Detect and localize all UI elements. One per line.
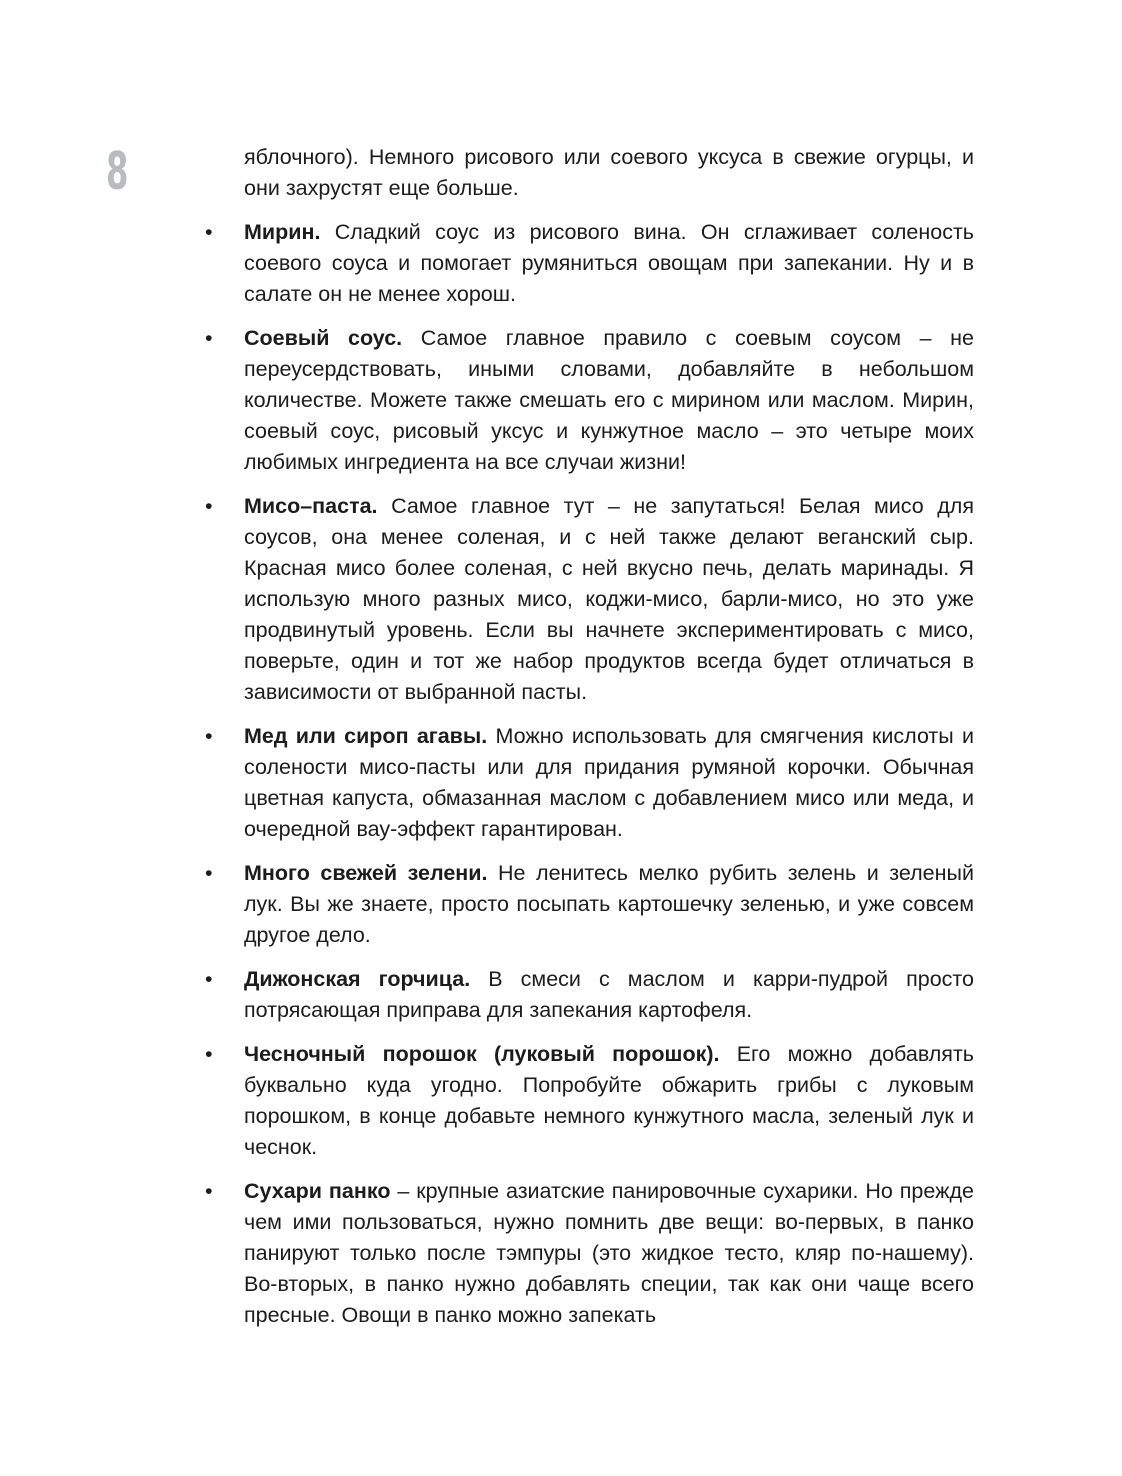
list-item-fresh-herbs xyxy=(205,858,974,951)
item-term: Сухари панко xyxy=(244,1179,391,1203)
bullet-icon: • xyxy=(205,724,213,748)
page-content xyxy=(205,142,975,1331)
list-item-panko xyxy=(205,1176,974,1331)
item-text: Сладкий соус из рисового вина. Он сглаживает соленость соевого соуса и помогает румяниться овощам при запекании. Ну и в салате он не менее хорош. xyxy=(244,220,974,306)
list-item-miso-paste xyxy=(205,491,974,708)
item-term: Мирин. xyxy=(244,220,321,244)
item-text: В смеси с маслом и карри-пудрой просто потрясающая приправа для запекания картофеля. xyxy=(244,967,974,1022)
item-term: Дижонская горчица. xyxy=(244,967,471,991)
page-number: 8 xyxy=(106,142,129,202)
bullet-icon: • xyxy=(205,1042,213,1066)
item-text: – крупные азиатские панировочные сухарики. Но прежде чем ими пользоваться, нужно помнить две вещи: во-первых, в панко панируют только после тэмпуры (это жидкое тесто, кляр по-нашему). Во-вторых, в панко нужно добавлять специи, так как они чаще всего пресные. Овощи в панко можно запекать xyxy=(244,1179,974,1327)
list-item-mirin xyxy=(205,217,974,310)
bullet-icon: • xyxy=(205,861,213,885)
intro-paragraph: яблочного). Немного рисового или соевого уксуса в свежие огурцы, и они захрустят еще больше. xyxy=(244,145,974,200)
list-item-dijon-mustard xyxy=(205,964,974,1026)
list-item-garlic-powder xyxy=(205,1039,974,1163)
item-text: Не ленитесь мелко рубить зелень и зеленый лук. Вы же знаете, просто посыпать картошечку зеленью, и уже совсем другое дело. xyxy=(244,861,974,947)
item-text: Самое главное правило с соевым соусом – не переусердствовать, иными словами, добавляйте в небольшом количестве. Можете также смешать его с мирином или маслом. Мирин, соевый соус, рисовый уксус и кунжутное масло – это четыре моих любимых ингредиента на все случаи жизни! xyxy=(244,326,975,474)
item-term: Мед или сироп агавы. xyxy=(244,724,488,748)
item-text: Самое главное тут – не запутаться! Белая мисо для соусов, она менее соленая, и с ней также делают веганский сыр. Красная мисо более соленая, с ней вкусно печь, делать маринады. Я использую много разных мисо, коджи-мисо, барли-мисо, но это уже продвинутый уровень. Если вы начнете экспериментировать с мисо, поверьте, один и тот же набор продуктов всегда будет отличаться в зависимости от выбранной пасты. xyxy=(244,494,974,704)
item-text: Можно использовать для смягчения кислоты и солености мисо-пасты или для придания румяной корочки. Обычная цветная капуста, обмазанная маслом с добавлением мисо или меда, и очередной вау-эффект гарантирован. xyxy=(244,724,975,841)
bullet-icon: • xyxy=(205,326,213,350)
item-term: Соевый соус. xyxy=(244,326,403,350)
list-item-honey-agave xyxy=(205,721,975,845)
list-item-soy-sauce xyxy=(205,323,975,478)
item-term: Много свежей зелени. xyxy=(244,861,488,885)
bullet-icon: • xyxy=(205,220,213,244)
item-term: Мисо–паста. xyxy=(244,494,378,518)
item-term: Чесночный порошок (луковый порошок). xyxy=(244,1042,720,1066)
item-text: Его можно добавлять буквально куда угодно. Попробуйте обжарить грибы с луковым порошком, в конце добавьте немного кунжутного масла, зеленый лук и чеснок. xyxy=(244,1042,974,1159)
bullet-icon: • xyxy=(205,967,213,991)
bullet-icon: • xyxy=(205,494,213,518)
bullet-icon: • xyxy=(205,1179,213,1203)
